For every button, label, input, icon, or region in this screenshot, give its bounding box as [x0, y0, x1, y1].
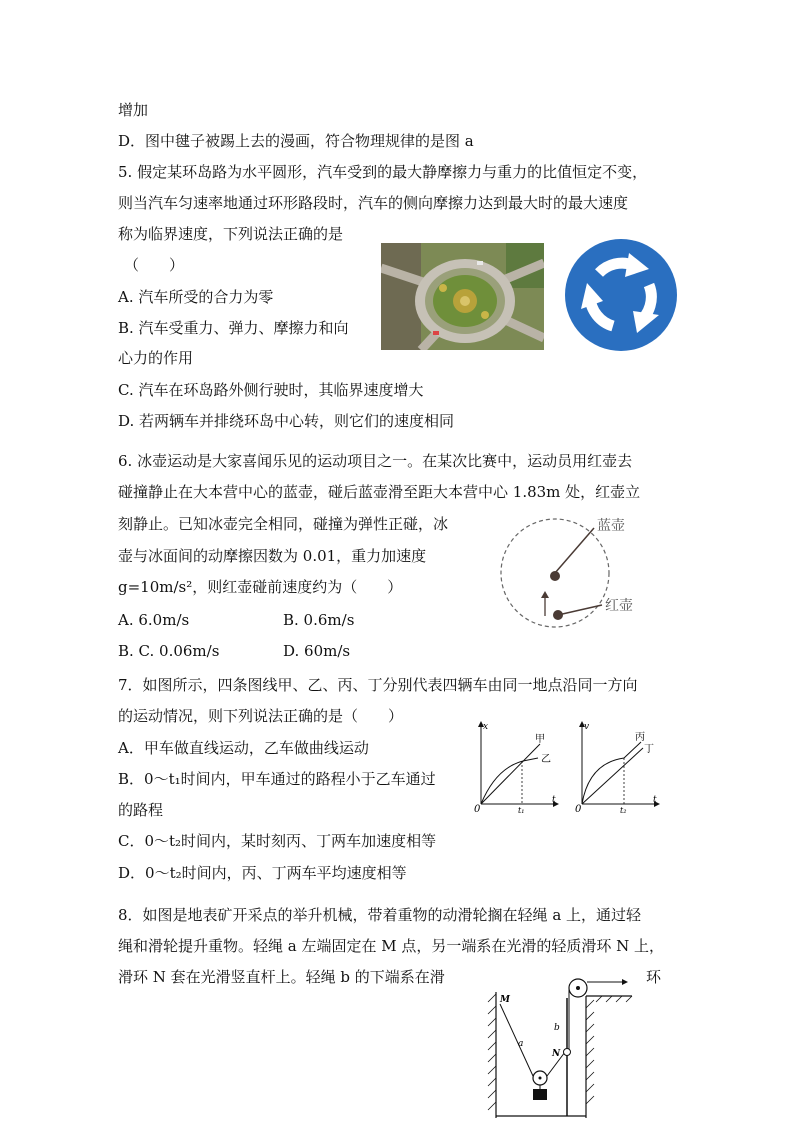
vt-graph — [569, 718, 664, 813]
svg-text:0: 0 — [474, 804, 481, 813]
svg-text:N: N — [552, 1049, 561, 1059]
red-stone-label: 红壶 — [605, 598, 633, 614]
q6-stem: 6. 冰壶运动是大家喜闻乐见的运动项目之一。在某次比赛中，运动员用红壶去 — [118, 452, 633, 470]
roundabout-sign-icon — [563, 237, 679, 353]
roundabout-photo — [381, 243, 544, 350]
label-jia: 甲 — [535, 734, 545, 745]
curve-ding — [582, 748, 643, 804]
svg-text:t₂: t₂ — [620, 806, 627, 813]
q6-option-b: B. 0.6m/s — [283, 611, 355, 629]
heavy-load — [533, 1089, 547, 1100]
svg-text:t: t — [552, 795, 556, 805]
svg-text:t: t — [653, 795, 657, 805]
q7-option-a: A．甲车做直线运动，乙车做曲线运动 — [118, 739, 369, 757]
curve-yi — [481, 758, 538, 804]
q5-option-d: D. 若两辆车并排绕环岛中心转，则它们的速度相同 — [118, 412, 455, 430]
q4-option-d: D．图中毽子被踢上去的漫画，符合物理规律的是图 a — [118, 132, 474, 150]
blue-stone — [550, 571, 560, 581]
q5-option-b: B. 汽车受重力、弹力、摩擦力和向 — [118, 319, 349, 337]
label-bing: 丙 — [635, 732, 645, 743]
q6-stem: 壶与冰面间的动摩擦因数为 0.01，重力加速度 — [118, 547, 427, 565]
svg-text:v: v — [584, 722, 590, 732]
q6-stem: 碰撞静止在大本营中心的蓝壶，碰后蓝壶滑至距大本营中心 1.83m 处，红壶立 — [118, 483, 641, 501]
q5-answer-bracket: （ ） — [124, 256, 185, 274]
q5-option-a: A. 汽车所受的合力为零 — [118, 288, 274, 306]
hoist-diagram — [486, 968, 636, 1120]
svg-text:x: x — [483, 722, 489, 732]
blue-stone-label: 蓝壶 — [597, 518, 625, 534]
q6-option-d: D. 60m/s — [283, 642, 351, 660]
q7-option-c: C．0～t₂时间内，某时刻丙、丁两车加速度相等 — [118, 832, 437, 850]
q7-stem: 7．如图所示，四条图线甲、乙、丙、丁分别代表四辆车由同一地点沿同一方向 — [118, 676, 638, 694]
ring-n — [564, 1049, 571, 1056]
curling-diagram — [498, 510, 648, 630]
q7-option-d: D．0～t₂时间内，丙、丁两车平均速度相等 — [118, 864, 407, 882]
rope-a — [500, 1004, 533, 1076]
q8-stem: 滑环 N 套在光滑竖直杆上。轻绳 b 的下端系在滑 — [118, 968, 445, 986]
q5-stem: 称为临界速度，下列说法正确的是 — [118, 225, 344, 243]
curve-bing — [582, 742, 641, 804]
q5-option-b: 心力的作用 — [118, 349, 194, 367]
svg-text:t₁: t₁ — [518, 806, 525, 813]
curve-jia — [481, 744, 540, 804]
q6-option-c: B. C. 0.06m/s — [118, 642, 220, 660]
svg-text:0: 0 — [575, 804, 582, 813]
blue-stone-line — [555, 528, 594, 573]
q5-option-c: C. 汽车在环岛路外侧行驶时，其临界速度增大 — [118, 381, 424, 399]
label-yi: 乙 — [541, 754, 551, 765]
q5-stem: 5. 假定某环岛路为水平圆形，汽车受到的最大静摩擦力与重力的比值恒定不变， — [118, 163, 648, 181]
q8-stem: 绳和滑轮提升重物。轻绳 a 左端固定在 M 点，另一端系在光滑的轻质滑环 N 上， — [118, 937, 665, 955]
q8-stem: 环 — [646, 968, 662, 986]
q8-stem: 8．如图是地表矿开采点的举升机械，带着重物的动滑轮搁在轻绳 a 上，通过轻 — [118, 906, 642, 924]
q7-stem: 的运动情况，则下列说法正确的是（ ） — [118, 707, 404, 725]
q6-stem: g=10m/s²，则红壶碰前速度约为（ ） — [118, 578, 403, 596]
q6-stem: 刻静止。已知冰壶完全相同，碰撞为弹性正碰，冰 — [118, 515, 449, 533]
xt-graph — [468, 718, 563, 813]
label-ding: 丁 — [644, 744, 654, 755]
q6-option-a: A. 6.0m/s — [118, 611, 190, 629]
svg-text:a: a — [518, 1039, 524, 1049]
text-line: 增加 — [118, 101, 149, 119]
svg-text:b: b — [554, 1023, 560, 1033]
q7-option-b: B．0～t₁时间内，甲车通过的路程小于乙车通过 — [118, 770, 436, 788]
q7-option-b: 的路程 — [118, 801, 164, 819]
svg-text:M: M — [500, 995, 510, 1005]
q5-stem: 则当汽车匀速率地通过环形路段时，汽车的侧向摩擦力达到最大时的最大速度 — [118, 194, 629, 212]
